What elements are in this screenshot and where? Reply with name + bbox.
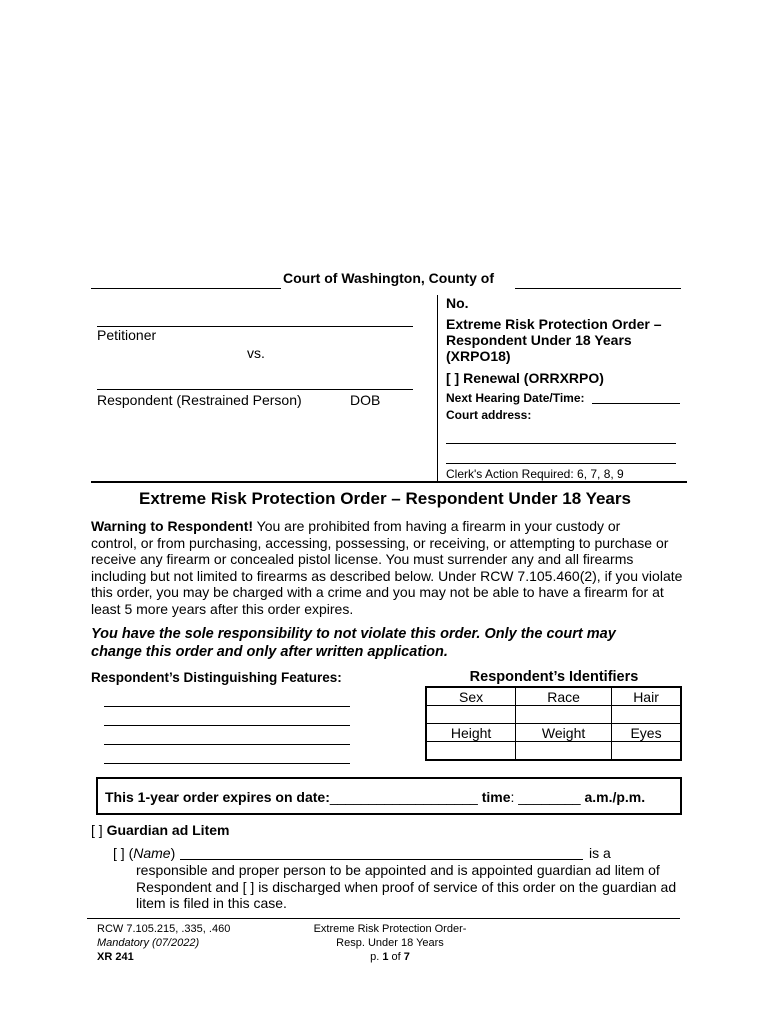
id-hair-label: Hair (612, 688, 680, 706)
features-label: Respondent’s Distinguishing Features: (91, 670, 342, 685)
guardian-name-line[interactable] (180, 859, 583, 860)
footer-left (97, 922, 230, 964)
footer-center-line1: Extreme Risk Protection Order- (313, 923, 467, 935)
form-title-line3: (XRPO18) (446, 348, 511, 364)
guardian-name-label: Name (133, 845, 171, 861)
respondent-label: Respondent (Restrained Person) (97, 392, 302, 408)
clerk-action: Clerk's Action Required: 6, 7, 8, 9 (446, 467, 624, 481)
caption-divider (437, 295, 438, 483)
id-weight-value[interactable] (516, 742, 612, 760)
expiry-time-label: time (481, 789, 511, 805)
warning-line6: least 5 more years after this order expires. (91, 600, 354, 617)
footer-center-line2: Resp. Under 18 Years (336, 937, 444, 949)
warning-line3: receive any firearm or concealed pistol license. You must surrender any and all firearms (91, 551, 634, 568)
respondent-line[interactable] (97, 389, 413, 390)
guardian-line3: Respondent and [ ] is discharged when proof of service of this order on the guardian ad (136, 878, 677, 895)
expiry-prefix: This 1-year order expires on date: (105, 789, 330, 805)
form-title-line2: Respondent Under 18 Years (446, 332, 632, 348)
page-of: of (388, 951, 404, 963)
page-prefix: p. (370, 951, 383, 963)
renewal-checkbox[interactable]: [ ] Renewal (ORRXRPO) (446, 370, 604, 386)
responsibility-line2: change this order and only after written application. (91, 643, 448, 660)
guardian-name-checkbox[interactable]: [ ] (113, 845, 125, 861)
responsibility-notice (91, 626, 616, 661)
footer-rcw: RCW 7.105.215, .335, .460 (97, 923, 231, 935)
expiry-ampm: a.m./p.m. (580, 789, 646, 805)
guardian-heading-text: Guardian ad Litem (106, 822, 230, 838)
features-line2[interactable] (104, 725, 350, 726)
expiry-time-field[interactable]: ________ (518, 789, 581, 805)
id-sex-value[interactable] (427, 706, 516, 724)
features-line3[interactable] (104, 744, 350, 745)
id-sex-label: Sex (427, 688, 516, 706)
guardian-checkbox[interactable]: [ ] (91, 822, 103, 838)
court-header: Court of Washington, County of (283, 270, 494, 286)
footer-page-indicator (280, 950, 500, 964)
page-total: 7 (403, 951, 410, 963)
county-blank-line[interactable] (91, 288, 281, 289)
court-address-line2[interactable] (446, 463, 676, 464)
guardian-name-paren-close: ) (170, 845, 176, 861)
id-eyes-label: Eyes (612, 724, 680, 742)
footer-center (280, 922, 500, 964)
page-number: 1 (382, 951, 389, 963)
id-eyes-value[interactable] (612, 742, 680, 760)
features-line4[interactable] (104, 763, 350, 764)
main-title: Extreme Risk Protection Order – Respondent Under 18 Years (139, 489, 631, 508)
form-title-line1: Extreme Risk Protection Order – (446, 316, 662, 332)
caption-rule (91, 481, 687, 483)
guardian-text (136, 862, 686, 912)
id-race-value[interactable] (516, 706, 612, 724)
warning-line1: You are prohibited from having a firearm in your custody or (253, 518, 621, 534)
dob-label: DOB (350, 392, 381, 408)
warning-lead: Warning to Respondent! (91, 518, 254, 534)
expiry-text (105, 789, 645, 805)
case-number-label: No. (446, 295, 469, 311)
petitioner-label: Petitioner (97, 327, 157, 343)
responsibility-line1: You have the sole responsibility to not violate this order. Only the court may (91, 626, 616, 642)
id-height-value[interactable] (427, 742, 516, 760)
identifiers-title: Respondent’s Identifiers (469, 669, 639, 685)
features-line1[interactable] (104, 706, 350, 707)
guardian-is-a: is a (589, 845, 611, 861)
guardian-line2: responsible and proper person to be appointed and is appointed guardian ad litem of (136, 862, 660, 878)
id-hair-value[interactable] (612, 706, 680, 724)
guardian-name-row (113, 845, 175, 862)
county-name-line[interactable] (515, 288, 681, 289)
warning-line5: this order, you may be charged with a crime and you may not be able to have a firearm for at (91, 584, 664, 601)
guardian-heading (91, 822, 229, 838)
warning-line4: including but not limited to firearms as described below. Under RCW 7.105.460(2), if you violate (91, 567, 683, 584)
id-weight-label: Weight (516, 724, 612, 742)
id-height-label: Height (427, 724, 516, 742)
vs-label: vs. (247, 345, 265, 361)
guardian-name-paren-open: ( (128, 845, 134, 861)
warning-paragraph (91, 518, 691, 618)
next-hearing-line[interactable] (592, 403, 680, 404)
identifiers-table (425, 686, 682, 761)
footer-mandatory: Mandatory (07/2022) (97, 937, 200, 949)
expiry-time-sep: : (510, 789, 519, 805)
next-hearing-label: Next Hearing Date/Time: (446, 391, 585, 405)
expiry-date-field[interactable]: ___________________ (329, 789, 478, 805)
court-address-label: Court address: (446, 408, 532, 422)
id-race-label: Race (516, 688, 612, 706)
warning-line2: control, or from purchasing, accessing, possessing, or receiving, or attempting to purchase or (91, 534, 669, 551)
footer-rule (87, 918, 680, 919)
court-address-line1[interactable] (446, 443, 676, 444)
footer-form-number: XR 241 (97, 951, 134, 963)
guardian-line4: litem is filed in this case. (136, 895, 287, 912)
